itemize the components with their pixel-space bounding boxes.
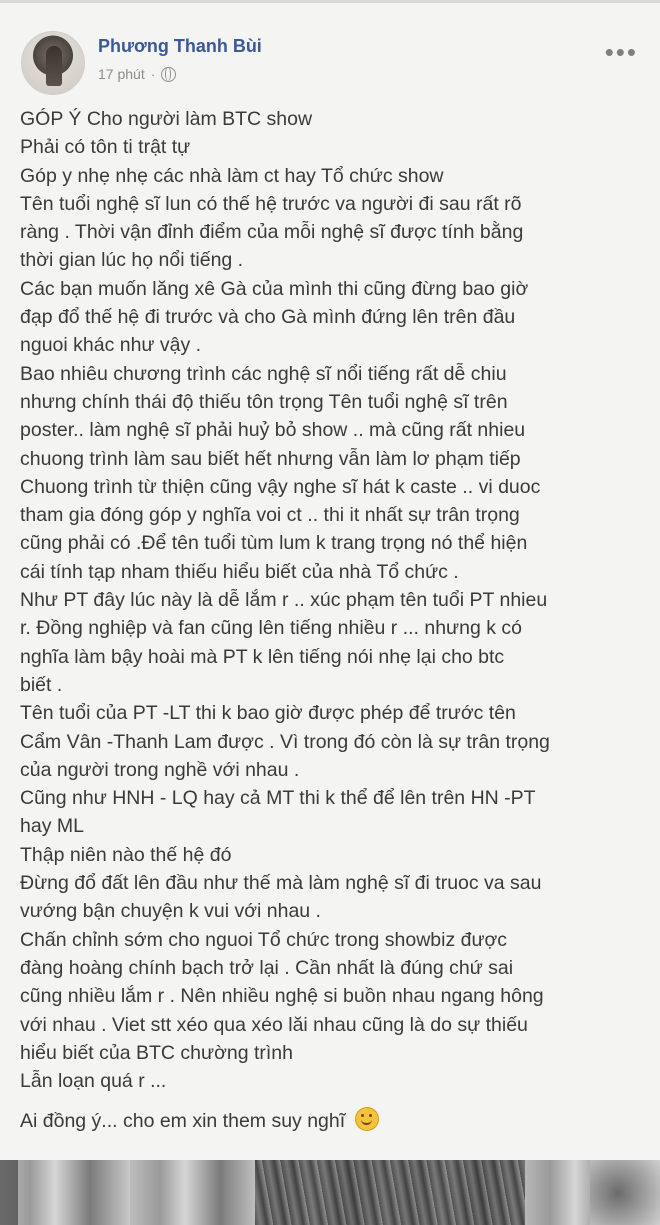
post-line: Như PT đây lúc này là dễ lắm r .. xúc phạm tên tuổi PT nhieu [20, 589, 548, 612]
post-line: Bao nhiêu chương trình các nghệ sĩ nổi tiếng rất dễ chiu [20, 362, 507, 385]
post-line: Thập niên nào thế hệ đó [20, 843, 232, 866]
post-line: nghĩa làm bậy hoài mà PT k lên tiếng nói nhẹ lại cho btc [20, 645, 505, 668]
closing-text: Ai đồng ý... cho em xin them suy nghĩ [20, 1110, 346, 1133]
post-time[interactable]: 17 phút [98, 66, 145, 82]
closing-line [20, 1107, 645, 1135]
post-line: với nhau . Viet stt xéo qua xéo lăi nhau cũng là do sự thiếu [20, 1013, 528, 1036]
avatar[interactable] [21, 31, 85, 95]
post-line: GÓP Ý Cho người làm BTC show [20, 108, 313, 130]
post-line: đạp đổ thế hệ đi trước và cho Gà mình đứng lên trên đầu [20, 306, 516, 329]
post-line: Phải có tôn ti trật tự [20, 136, 191, 159]
post-line: thời gian lúc họ nổi tiếng . [20, 249, 244, 272]
post-line: của người trong nghề với nhau . [20, 758, 300, 781]
author-name[interactable]: Phương Thanh Bùi [98, 36, 262, 56]
post-line: nhưng chính thái độ thiếu tôn trọng Tên tuổi nghệ sĩ trên [20, 390, 508, 413]
attached-photo[interactable] [0, 1160, 660, 1225]
avatar-figure [46, 46, 62, 86]
post-line: Chấn chỉnh sớm cho nguoi Tổ chức trong showbiz được [20, 928, 508, 951]
post-line: cũng phải có .Để tên tuổi tùm lum k trang trọng nó thể hiện [20, 532, 528, 555]
post-line: Góp y nhẹ nhẹ các nhà làm ct hay Tổ chức show [20, 164, 444, 187]
post-line: poster.. làm nghệ sĩ phải huỷ bỏ show .. mà cũng rất nhieu [20, 419, 526, 442]
post-line: Tên tuổi nghệ sĩ lun có thế hệ trước va người đi sau rất rõ [20, 192, 522, 215]
post-line: đàng hoàng chính bạch trở lại . Cần nhất là đúng chứ sai [20, 956, 514, 979]
post-line: cũng nhiều lắm r . Nên nhiều nghệ si buồn nhau ngang hông [20, 985, 544, 1008]
post-line: ràng . Thời vận đỉnh điểm của mỗi nghệ sĩ được tính bằng [20, 221, 524, 244]
photo-foliage [590, 1160, 660, 1225]
post-line: Cũng như HNH - LQ hay cả MT thi k thể để lên trên HN -PT [20, 787, 536, 810]
post-line: Đừng đổ đất lên đầu như thế mà làm nghệ sĩ đi truoc va sau [20, 872, 542, 895]
post-line: vướng bận chuyện k vui với nhau . [20, 900, 321, 923]
post-line: Chuong trình từ thiện cũng vậy nghe sĩ hát k caste .. vi duoc [20, 475, 541, 498]
post-line: Cẩm Vân -Thanh Lam được . Vì trong đó còn là sự trân trọng [20, 730, 550, 753]
post-line: chuong trình làm sau biết hết nhưng vẫn làm lơ phạm tiếp [20, 447, 521, 470]
post-line: r. Đồng nghiệp và fan cũng lên tiếng nhiều r ... nhưng k có [20, 617, 522, 640]
post-line: Các bạn muốn lăng xê Gà của mình thi cũng đừng bao giờ [20, 277, 529, 300]
post-text [20, 105, 645, 1095]
post-line: tham gia đóng góp y nghĩa voi ct .. thi it nhất sự trân trọng [20, 504, 520, 527]
post-body [20, 105, 645, 1136]
photo-tree-trunk [255, 1160, 525, 1225]
post-line: biết . [20, 673, 63, 696]
smiley-icon [355, 1107, 379, 1131]
post-line: Tên tuổi của PT -LT thi k bao giờ được phép để trước tên [20, 702, 516, 725]
post-line: cái tính tạp nham thiếu hiểu biết của nhà Tổ chức . [20, 560, 459, 583]
post-line: nguoi khác như vậy . [20, 334, 202, 357]
post-line: Lẫn loạn quá r ... [20, 1070, 167, 1093]
dot-separator: · [150, 66, 156, 82]
post-meta [98, 66, 176, 82]
more-options-icon[interactable]: ••• [604, 37, 638, 67]
globe-icon[interactable] [161, 67, 176, 82]
post-line: hay ML [20, 815, 84, 838]
post-line: hiểu biết của BTC chường trình [20, 1041, 293, 1064]
